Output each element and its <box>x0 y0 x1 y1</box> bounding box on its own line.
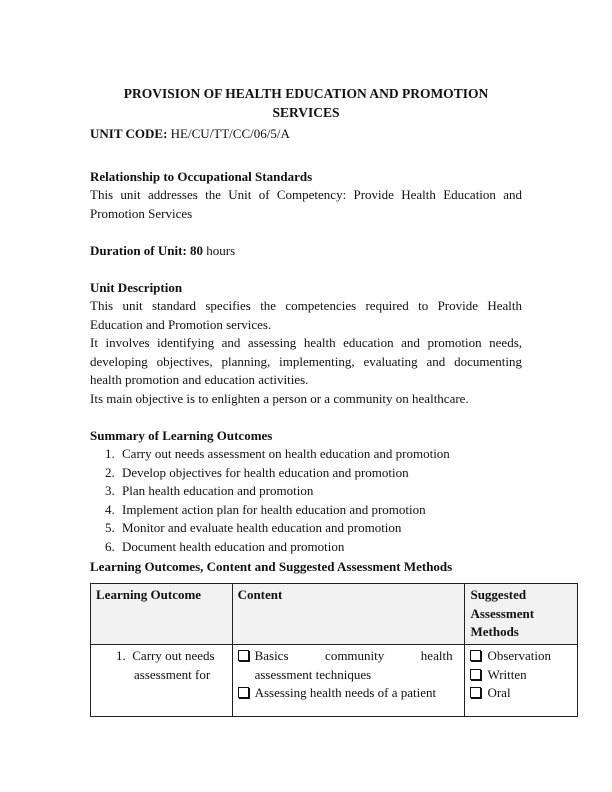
document-title <box>90 84 522 122</box>
methods-cell <box>465 645 578 717</box>
duration-value: 80 <box>190 242 204 258</box>
content-cell <box>232 645 465 717</box>
description-paragraph: It involves identifying and assessing health education and promotion needs, developing objectives, planning, implementing, evaluating and documenting health promotion and education activities. <box>90 335 522 387</box>
table-header-row <box>91 584 578 645</box>
method-item <box>470 684 572 703</box>
method-text: Written <box>487 666 527 682</box>
checkbox-icon <box>238 650 249 661</box>
list-item: 4. Implement action plan for health education and promotion <box>118 501 522 520</box>
header-learning-outcome: Learning Outcome <box>91 584 233 645</box>
unit-code-label: UNIT CODE: <box>90 126 168 141</box>
content-item-text: Basics community health <box>254 648 453 663</box>
relationship-heading: Relationship to Occupational Standards <box>90 168 313 184</box>
list-item: 1. Carry out needs assessment on health education and promotion <box>118 445 522 464</box>
method-text: Oral <box>487 685 511 700</box>
content-item-text-cont: assessment techniques <box>254 666 372 682</box>
checkbox-icon <box>470 687 481 698</box>
method-item <box>470 647 572 666</box>
list-item: 3. Plan health education and promotion <box>118 482 522 501</box>
description-heading: Unit Description <box>90 279 183 295</box>
title-line-1: PROVISION OF HEALTH EDUCATION AND PROMOTION <box>123 86 489 101</box>
header-content: Content <box>232 584 465 645</box>
relationship-text: This unit addresses the Unit of Competency: Provide Health Education and Promotion Services <box>90 187 522 221</box>
duration-label: Duration of Unit: <box>90 242 187 258</box>
unit-code-value: HE/CU/TT/CC/06/5/A <box>170 126 290 141</box>
duration-unit: hours <box>206 242 236 258</box>
list-item: 5. Monitor and evaluate health education and promotion <box>118 519 522 538</box>
checkbox-icon <box>470 650 481 661</box>
outcomes-table <box>90 583 578 717</box>
content-item-text: Assessing health needs of a patient <box>254 685 437 700</box>
summary-heading: Summary of Learning Outcomes <box>90 427 273 443</box>
method-item <box>470 666 572 685</box>
checkbox-icon <box>470 669 481 680</box>
content-item <box>238 647 460 684</box>
outcome-text <box>96 647 227 684</box>
description-paragraph: Its main objective is to enlighten a person or a community on healthcare. <box>90 390 469 406</box>
learning-outcomes-list <box>90 445 522 556</box>
method-text: Observation <box>487 648 552 663</box>
outcome-cell <box>91 645 233 717</box>
title-line-2: SERVICES <box>272 105 340 120</box>
table-caption: Learning Outcomes, Content and Suggested Assessment Methods <box>90 559 453 574</box>
duration <box>90 242 522 261</box>
outcome-label: Carry out needs assessment for <box>132 648 215 682</box>
content-item <box>238 684 460 703</box>
unit-code <box>90 125 522 144</box>
outcome-number: 1. <box>116 648 126 663</box>
document-page <box>90 84 522 577</box>
list-item: 2. Develop objectives for health education and promotion <box>118 464 522 483</box>
checkbox-icon <box>238 687 249 698</box>
list-item: 6. Document health education and promotion <box>118 538 522 557</box>
table-row <box>91 645 578 717</box>
header-assessment-methods: Suggested Assessment Methods <box>465 584 578 645</box>
description-paragraph: This unit standard specifies the competencies required to Provide Health Education and Promotion services. <box>90 298 522 332</box>
